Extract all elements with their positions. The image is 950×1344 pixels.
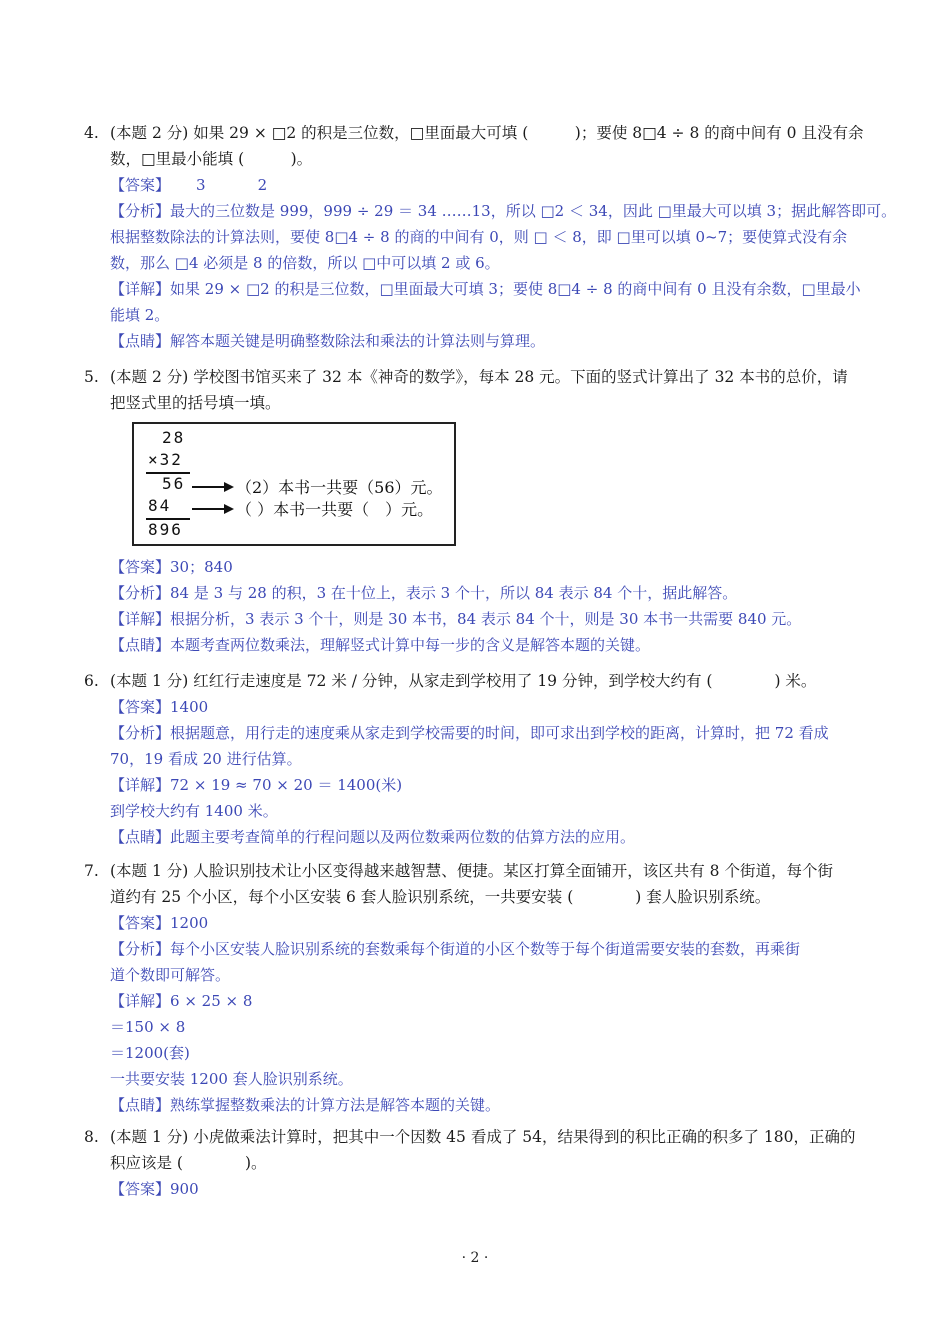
tip-tag: 【点睛】 xyxy=(110,332,171,350)
arrow-icon xyxy=(192,508,232,510)
partial-product-1: 56 xyxy=(162,474,186,493)
question-number: 7. xyxy=(84,862,99,880)
tip-text: 熟练掌握整数乘法的计算方法是解答本题的关键。 xyxy=(170,1096,501,1114)
answer-tag: 【答案】 xyxy=(110,698,171,716)
tip-tag: 【点睛】 xyxy=(110,828,171,846)
analysis-line xyxy=(110,720,880,746)
analysis-text: 最大的三位数是 999，999 ÷ 29 ＝ 34 ……13，所以 □2 ＜ 34，因此 □里最大可以填 3；据此解答即可。 xyxy=(170,202,897,220)
answer-value: 1400 xyxy=(170,698,209,716)
partial-product-2: 84 xyxy=(148,496,172,515)
detail-line xyxy=(110,276,880,302)
question-6 xyxy=(84,668,874,694)
tip-text: 本题考查两位数乘法，理解竖式计算中每一步的含义是解答本题的关键。 xyxy=(170,636,651,654)
detail-line xyxy=(110,772,880,798)
question-text-line: 积应该是 ( )。 xyxy=(110,1154,267,1172)
answer-tag: 【答案】 xyxy=(110,558,171,576)
detail-line: 能填 2。 xyxy=(110,306,170,324)
answer-line xyxy=(110,172,880,198)
detail-tag: 【详解】 xyxy=(110,280,171,298)
answer-value: 900 xyxy=(170,1180,199,1198)
analysis-line xyxy=(110,936,880,962)
analysis-text: 根据题意，用行走的速度乘从家走到学校需要的时间，即可求出到学校的距离，计算时，把 72 看成 xyxy=(170,724,829,742)
question-text-line: 数，□里最小能填 ( )。 xyxy=(110,150,313,168)
analysis-line xyxy=(110,198,897,224)
detail-tag: 【详解】 xyxy=(110,776,171,794)
question-text-line: (本题 1 分) 红红行走速度是 72 米 / 分钟，从家走到学校用了 19 分钟，到学校大约有 ( ) 米。 xyxy=(110,672,817,690)
question-number: 5. xyxy=(84,368,99,386)
answer-line xyxy=(110,554,880,580)
analysis-line: 根据整数除法的计算法则，要使 8□4 ÷ 8 的商的中间有 0，则 □ ＜ 8，即 □里可以填 0~7；要使算式没有余 xyxy=(110,228,848,246)
answer-line xyxy=(110,1176,880,1202)
tip-tag: 【点睛】 xyxy=(110,1096,171,1114)
detail-line: 一共要安装 1200 套人脸识别系统。 xyxy=(110,1070,353,1088)
note-line-2: （ ）本书一共要（ ）元。 xyxy=(236,500,434,519)
question-5 xyxy=(84,364,874,416)
question-text-line: (本题 2 分) 如果 29 × □2 的积是三位数，□里面最大可填 ( )；要使 8□4 ÷ 8 的商中间有 0 且没有余 xyxy=(110,124,864,142)
product: 896 xyxy=(148,520,183,539)
tip-text: 解答本题关键是明确整数除法和乘法的计算法则与算理。 xyxy=(170,332,546,350)
detail-line: ＝150 × 8 xyxy=(110,1018,186,1036)
tip-tag: 【点睛】 xyxy=(110,636,171,654)
detail-line: ＝1200(套) xyxy=(110,1044,190,1062)
analysis-text: 每个小区安装人脸识别系统的套数乘每个街道的小区个数等于每个街道需要安装的套数，再乘街 xyxy=(170,940,801,958)
analysis-line xyxy=(110,580,880,606)
detail-tag: 【详解】 xyxy=(110,610,171,628)
question-text-line: 把竖式里的括号填一填。 xyxy=(110,394,281,412)
question-4 xyxy=(84,120,874,172)
tip-line xyxy=(110,632,880,658)
answer-value: 1200 xyxy=(170,914,209,932)
answer-value: 2 xyxy=(257,176,268,194)
question-text-line: 道约有 25 个小区，每个小区安装 6 套人脸识别系统，一共要安装 ( ) 套人脸识别系统。 xyxy=(110,888,771,906)
detail-text: 根据分析，3 表示 3 个十，则是 30 本书，84 表示 84 个十，则是 30 本书一共需要 840 元。 xyxy=(170,610,802,628)
detail-text: 如果 29 × □2 的积是三位数，□里面最大可填 3；要使 8□4 ÷ 8 的商中间有 0 且没有余数，□里最小 xyxy=(170,280,861,298)
analysis-line: 数，那么 □4 必须是 8 的倍数，所以 □中可以填 2 或 6。 xyxy=(110,254,500,272)
question-7 xyxy=(84,858,874,910)
question-number: 8. xyxy=(84,1128,99,1146)
answer-tag: 【答案】 xyxy=(110,1180,171,1198)
vertical-multiplication-box xyxy=(132,422,456,546)
detail-text: 72 × 19 ≈ 70 × 20 ＝ 1400(米) xyxy=(170,776,403,794)
detail-text: 6 × 25 × 8 xyxy=(170,992,253,1010)
answer-line xyxy=(110,910,880,936)
analysis-line: 道个数即可解答。 xyxy=(110,966,231,984)
tip-line xyxy=(110,1092,880,1118)
answer-value: 3 xyxy=(196,176,206,194)
tip-line xyxy=(110,824,880,850)
tip-text: 此题主要考查简单的行程问题以及两位数乘两位数的估算方法的应用。 xyxy=(170,828,636,846)
question-8 xyxy=(84,1124,874,1176)
answer-value: 30；840 xyxy=(170,558,233,576)
note-line-1: （2）本书一共要（56）元。 xyxy=(236,478,443,497)
question-text-line: (本题 1 分) 人脸识别技术让小区变得越来越智慧、便捷。某区打算全面铺开，该区共有 8 个街道，每个街 xyxy=(110,862,833,880)
answer-tag: 【答案】 xyxy=(110,914,171,932)
analysis-tag: 【分析】 xyxy=(110,940,171,958)
analysis-tag: 【分析】 xyxy=(110,724,171,742)
detail-line xyxy=(110,988,880,1014)
analysis-tag: 【分析】 xyxy=(110,584,171,602)
question-text-line: (本题 1 分) 小虎做乘法计算时，把其中一个因数 45 看成了 54，结果得到的积比正确的积多了 180，正确的 xyxy=(110,1128,856,1146)
page-number: · 2 · xyxy=(461,1250,489,1266)
analysis-text: 84 是 3 与 28 的积，3 在十位上，表示 3 个十，所以 84 表示 84 个十，据此解答。 xyxy=(170,584,738,602)
answer-line xyxy=(110,694,880,720)
answer-tag: 【答案】 xyxy=(110,176,171,194)
detail-tag: 【详解】 xyxy=(110,992,171,1010)
question-text-line: (本题 2 分) 学校图书馆买来了 32 本《神奇的数学》，每本 28 元。下面的竖式计算出了 32 本书的总价，请 xyxy=(110,368,848,386)
analysis-tag: 【分析】 xyxy=(110,202,171,220)
arrow-icon xyxy=(192,486,232,488)
multiplicand: 28 xyxy=(162,428,186,447)
detail-line: 到学校大约有 1400 米。 xyxy=(110,802,278,820)
detail-line xyxy=(110,606,880,632)
question-number: 4. xyxy=(84,124,99,142)
analysis-line: 70，19 看成 20 进行估算。 xyxy=(110,750,302,768)
question-number: 6. xyxy=(84,672,99,690)
multiplier: ×32 xyxy=(148,450,183,469)
tip-line xyxy=(110,328,880,354)
